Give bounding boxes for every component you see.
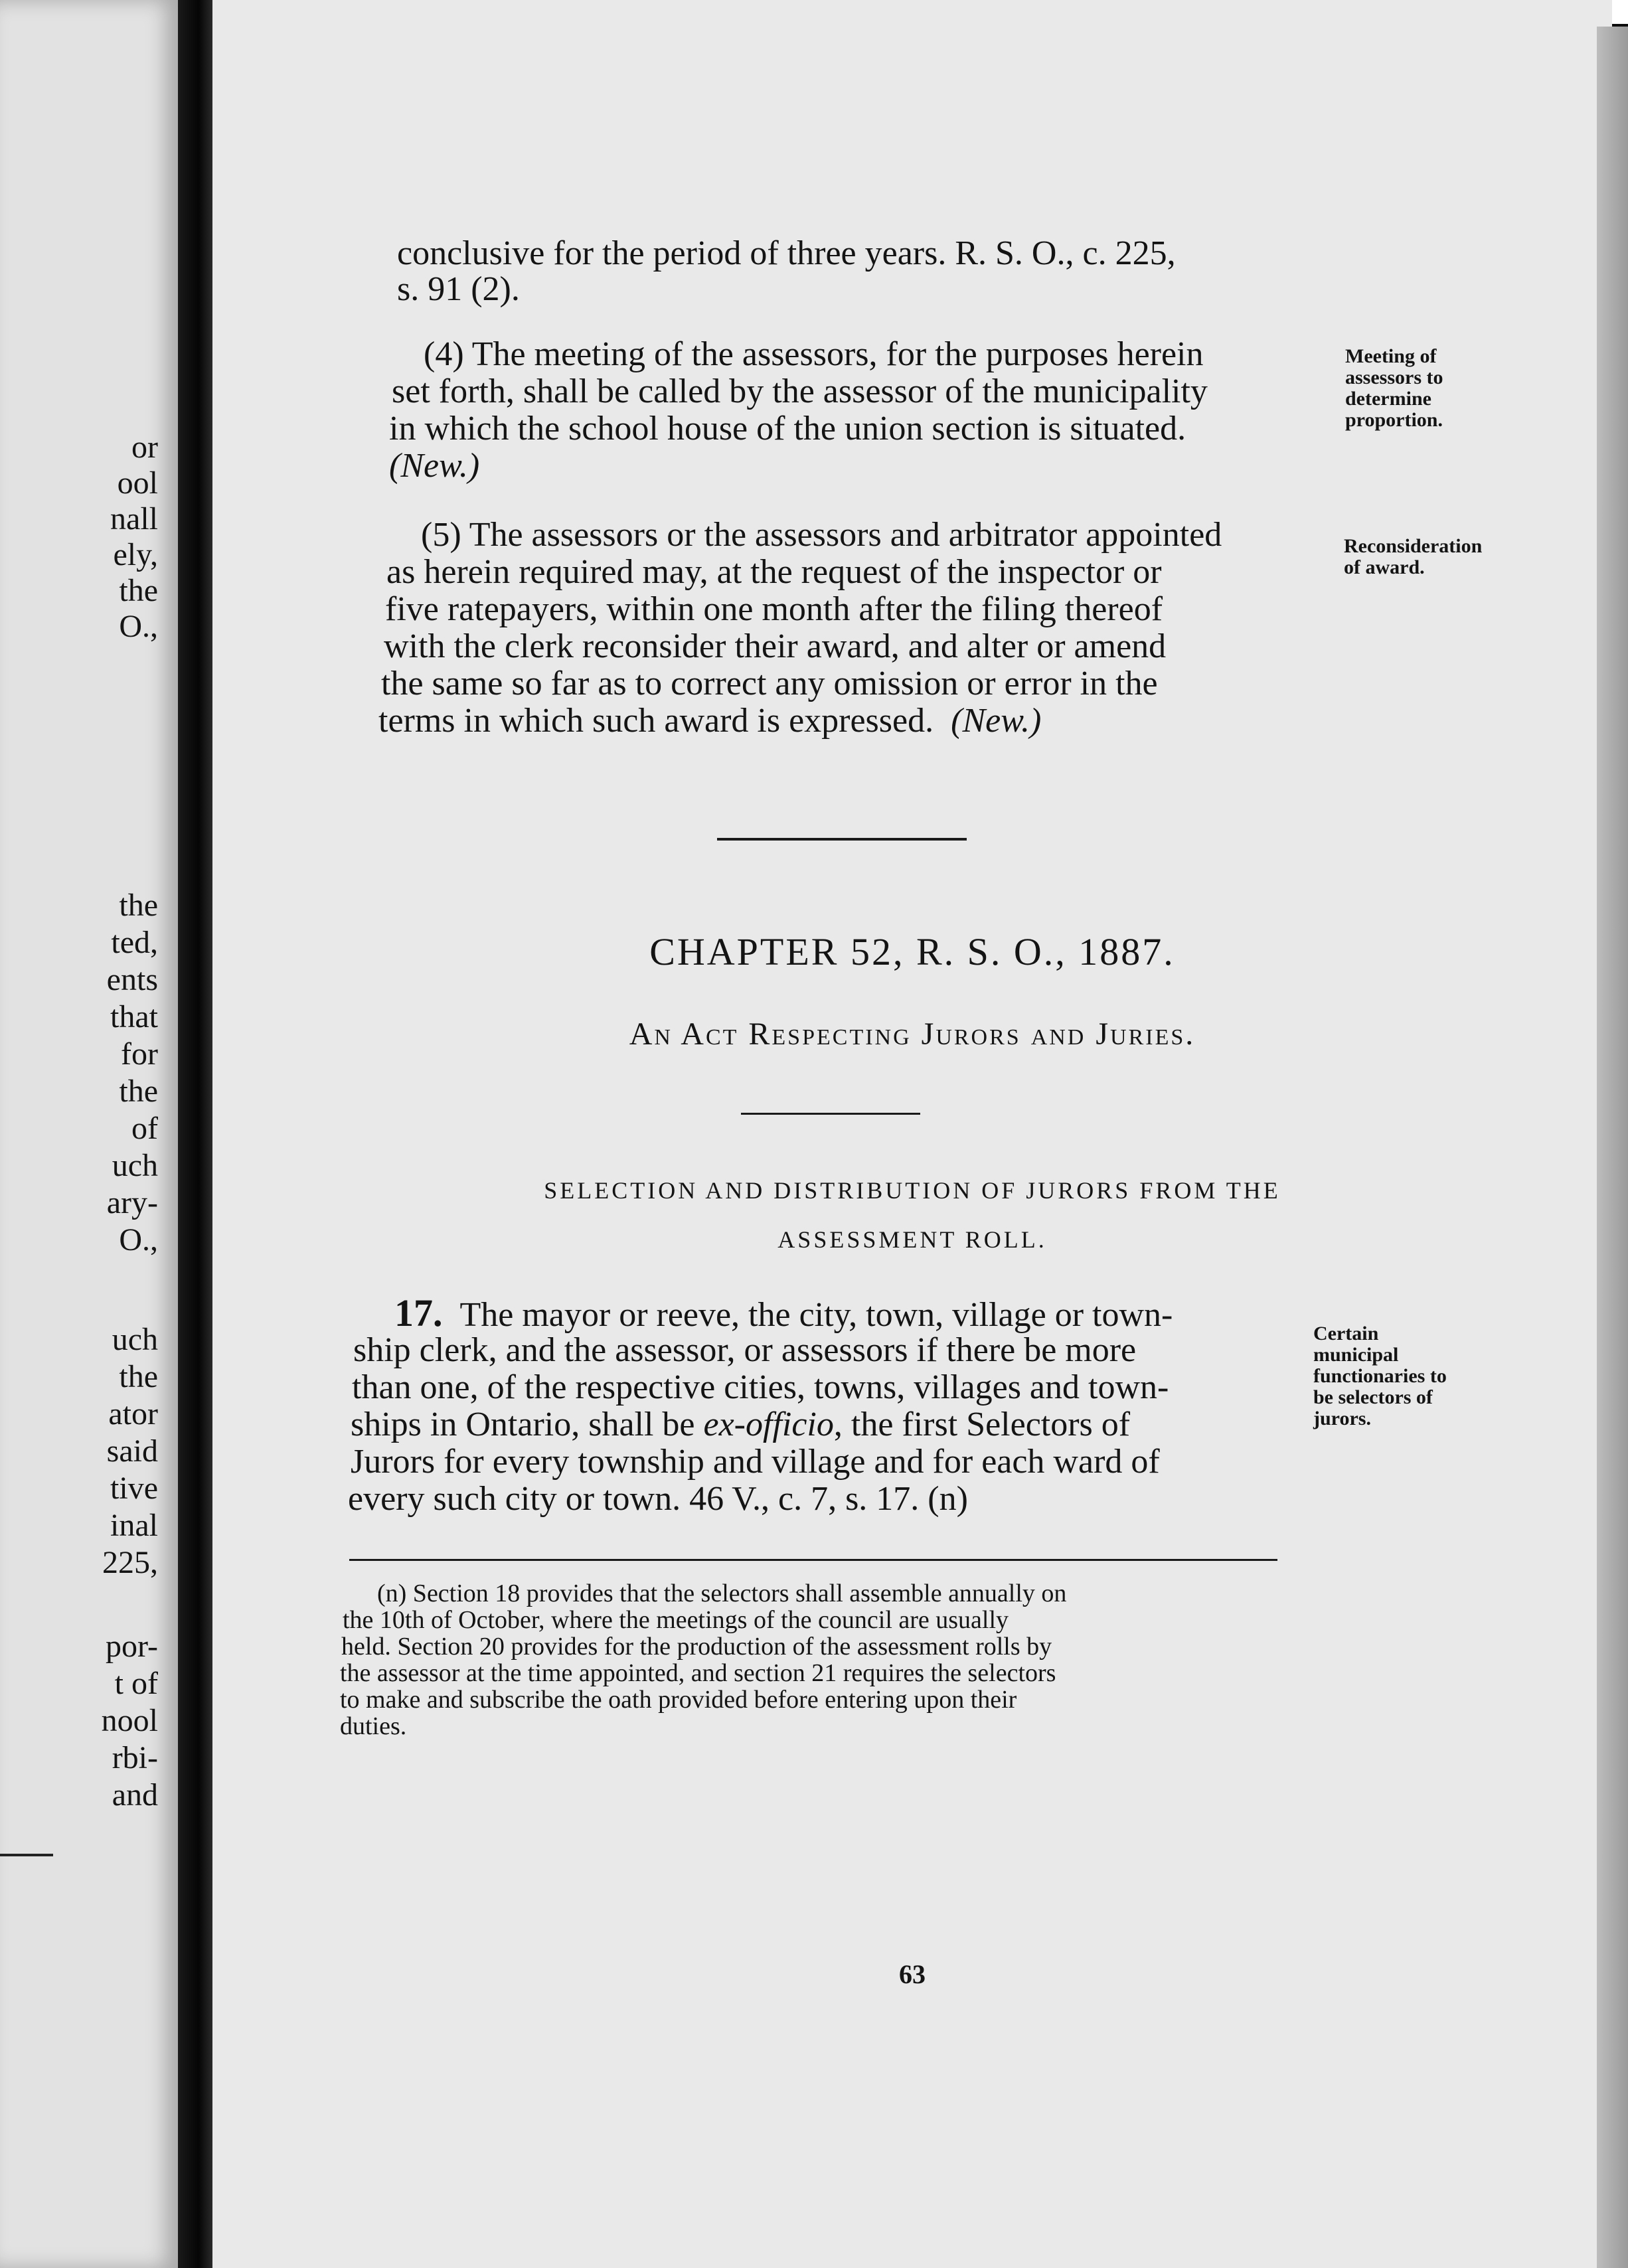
ex-officio: ex-officio — [703, 1406, 834, 1443]
section17-text: , the first Selectors of — [833, 1406, 1131, 1443]
left-fragment: O., — [119, 609, 158, 644]
marginal-note-certain: municipal — [1313, 1344, 1399, 1366]
left-fragment: the — [119, 573, 158, 608]
section17-text: ships in Ontario, shall be — [351, 1406, 695, 1443]
chapter-title: CHAPTER 52, R. S. O., 1887. — [649, 930, 1175, 973]
binding-gutter — [178, 0, 212, 2268]
left-fragment: that — [110, 999, 158, 1034]
marginal-note-reconsideration: Reconsideration — [1344, 535, 1483, 557]
left-fragment: the — [119, 1359, 158, 1394]
left-fragment: the — [119, 888, 158, 923]
marginal-note-meeting: proportion. — [1345, 409, 1443, 431]
marginal-note-certain: Certain — [1313, 1323, 1379, 1344]
left-fragment: uch — [112, 1322, 158, 1357]
section17-line: than one, of the respective cities, towns, villages and town- — [352, 1368, 1169, 1406]
left-fragment: tive — [110, 1471, 158, 1506]
left-fragment: O., — [119, 1222, 158, 1257]
main-page — [212, 0, 1612, 2268]
section17-first-line — [394, 1293, 1173, 1335]
left-fragment: ely, — [113, 537, 158, 572]
section17-text: The mayor or reeve, the city, town, village or town- — [459, 1296, 1173, 1334]
marginal-note-meeting: determine — [1345, 388, 1431, 410]
footnote-line: to make and subscribe the oath provided before entering upon their — [340, 1686, 1017, 1714]
para4-line: in which the school house of the union section is situated. — [389, 410, 1186, 447]
divider-rule — [717, 838, 967, 841]
section-heading: ASSESSMENT ROLL. — [777, 1226, 1047, 1253]
left-fragment: rbi- — [112, 1740, 158, 1775]
para-cont-line: conclusive for the period of three years. R. S. O., c. 225, — [397, 234, 1176, 272]
para5-line: with the clerk reconsider their award, and alter or amend — [384, 627, 1167, 665]
para4-line: (4) The meeting of the assessors, for the purposes herein — [424, 335, 1204, 373]
footnote-line: the assessor at the time appointed, and section 21 requires the selectors — [340, 1659, 1056, 1687]
para5-last-text: terms in which such award is expressed. — [378, 702, 934, 740]
para5-line: (5) The assessors or the assessors and arbitrator appointed — [421, 516, 1222, 554]
left-fragment: por- — [105, 1629, 158, 1664]
section17-line: every such city or town. 46 V., c. 7, s. 17. (n) — [348, 1480, 968, 1518]
para5-line: the same so far as to correct any omission or error in the — [381, 665, 1158, 702]
para5-source: (New.) — [951, 702, 1042, 740]
left-fragment: 225, — [102, 1545, 158, 1580]
left-fragment: nall — [110, 501, 158, 536]
para5-line: five ratepayers, within one month after the filing thereof — [385, 590, 1163, 628]
para5-line: as herein required may, at the request of the inspector or — [386, 553, 1162, 591]
marginal-note-certain: functionaries to — [1313, 1365, 1447, 1387]
left-fragment: ator — [108, 1396, 158, 1431]
left-fragment: ents — [106, 962, 158, 997]
marginal-note-certain: be selectors of — [1313, 1386, 1433, 1408]
left-fragment: and — [112, 1777, 158, 1813]
left-fragment: inal — [110, 1508, 158, 1543]
left-rule — [0, 1854, 53, 1856]
para4-source — [389, 446, 479, 486]
footnote-line: the 10th of October, where the meetings of the council are usually — [343, 1606, 1009, 1634]
left-fragment: ted, — [111, 925, 158, 960]
section17-line: Jurors for every township and village and for each ward of — [351, 1443, 1160, 1481]
left-fragment: said — [106, 1433, 158, 1469]
divider-rule-short — [741, 1113, 920, 1115]
footnote-rule — [349, 1559, 1277, 1561]
footnote-line: held. Section 20 provides for the production of the assessment rolls by — [341, 1633, 1052, 1660]
section-number: 17. — [394, 1291, 443, 1335]
section17-line: ship clerk, and the assessor, or assessors if there be more — [353, 1331, 1137, 1369]
page-number: 63 — [899, 1959, 926, 1989]
marginal-note-reconsideration: of award. — [1344, 556, 1425, 578]
left-fragment: t of — [114, 1666, 158, 1701]
section-heading: SELECTION AND DISTRIBUTION OF JURORS FROM THE — [544, 1177, 1281, 1204]
section17-line-4 — [351, 1405, 1130, 1445]
footnote-line: (n) Section 18 provides that the selectors shall assemble annually on — [377, 1580, 1067, 1607]
para4-source-text: (New.) — [389, 447, 480, 485]
left-fragment: for — [121, 1036, 158, 1072]
footnote-line: duties. — [340, 1712, 407, 1740]
para5-last-line — [378, 701, 1041, 741]
marginal-note-meeting: assessors to — [1345, 366, 1443, 388]
left-fragment: ool — [117, 465, 158, 501]
page-edge-shadow — [1597, 27, 1628, 2268]
left-fragment: uch — [112, 1148, 158, 1183]
left-page-fragment — [0, 0, 178, 2268]
left-fragment: the — [119, 1074, 158, 1109]
left-fragment: of — [131, 1111, 158, 1146]
left-fragment: nool — [101, 1703, 158, 1738]
left-fragment: or — [131, 430, 158, 465]
para-cont-line: s. 91 (2). — [397, 270, 520, 308]
marginal-note-certain: jurors. — [1313, 1408, 1371, 1429]
act-title: An Act Respecting Jurors and Juries. — [629, 1016, 1196, 1052]
para4-line: set forth, shall be called by the assessor of the municipality — [392, 372, 1208, 410]
marginal-note-meeting: Meeting of — [1345, 345, 1437, 367]
left-fragment: ary- — [106, 1185, 158, 1220]
